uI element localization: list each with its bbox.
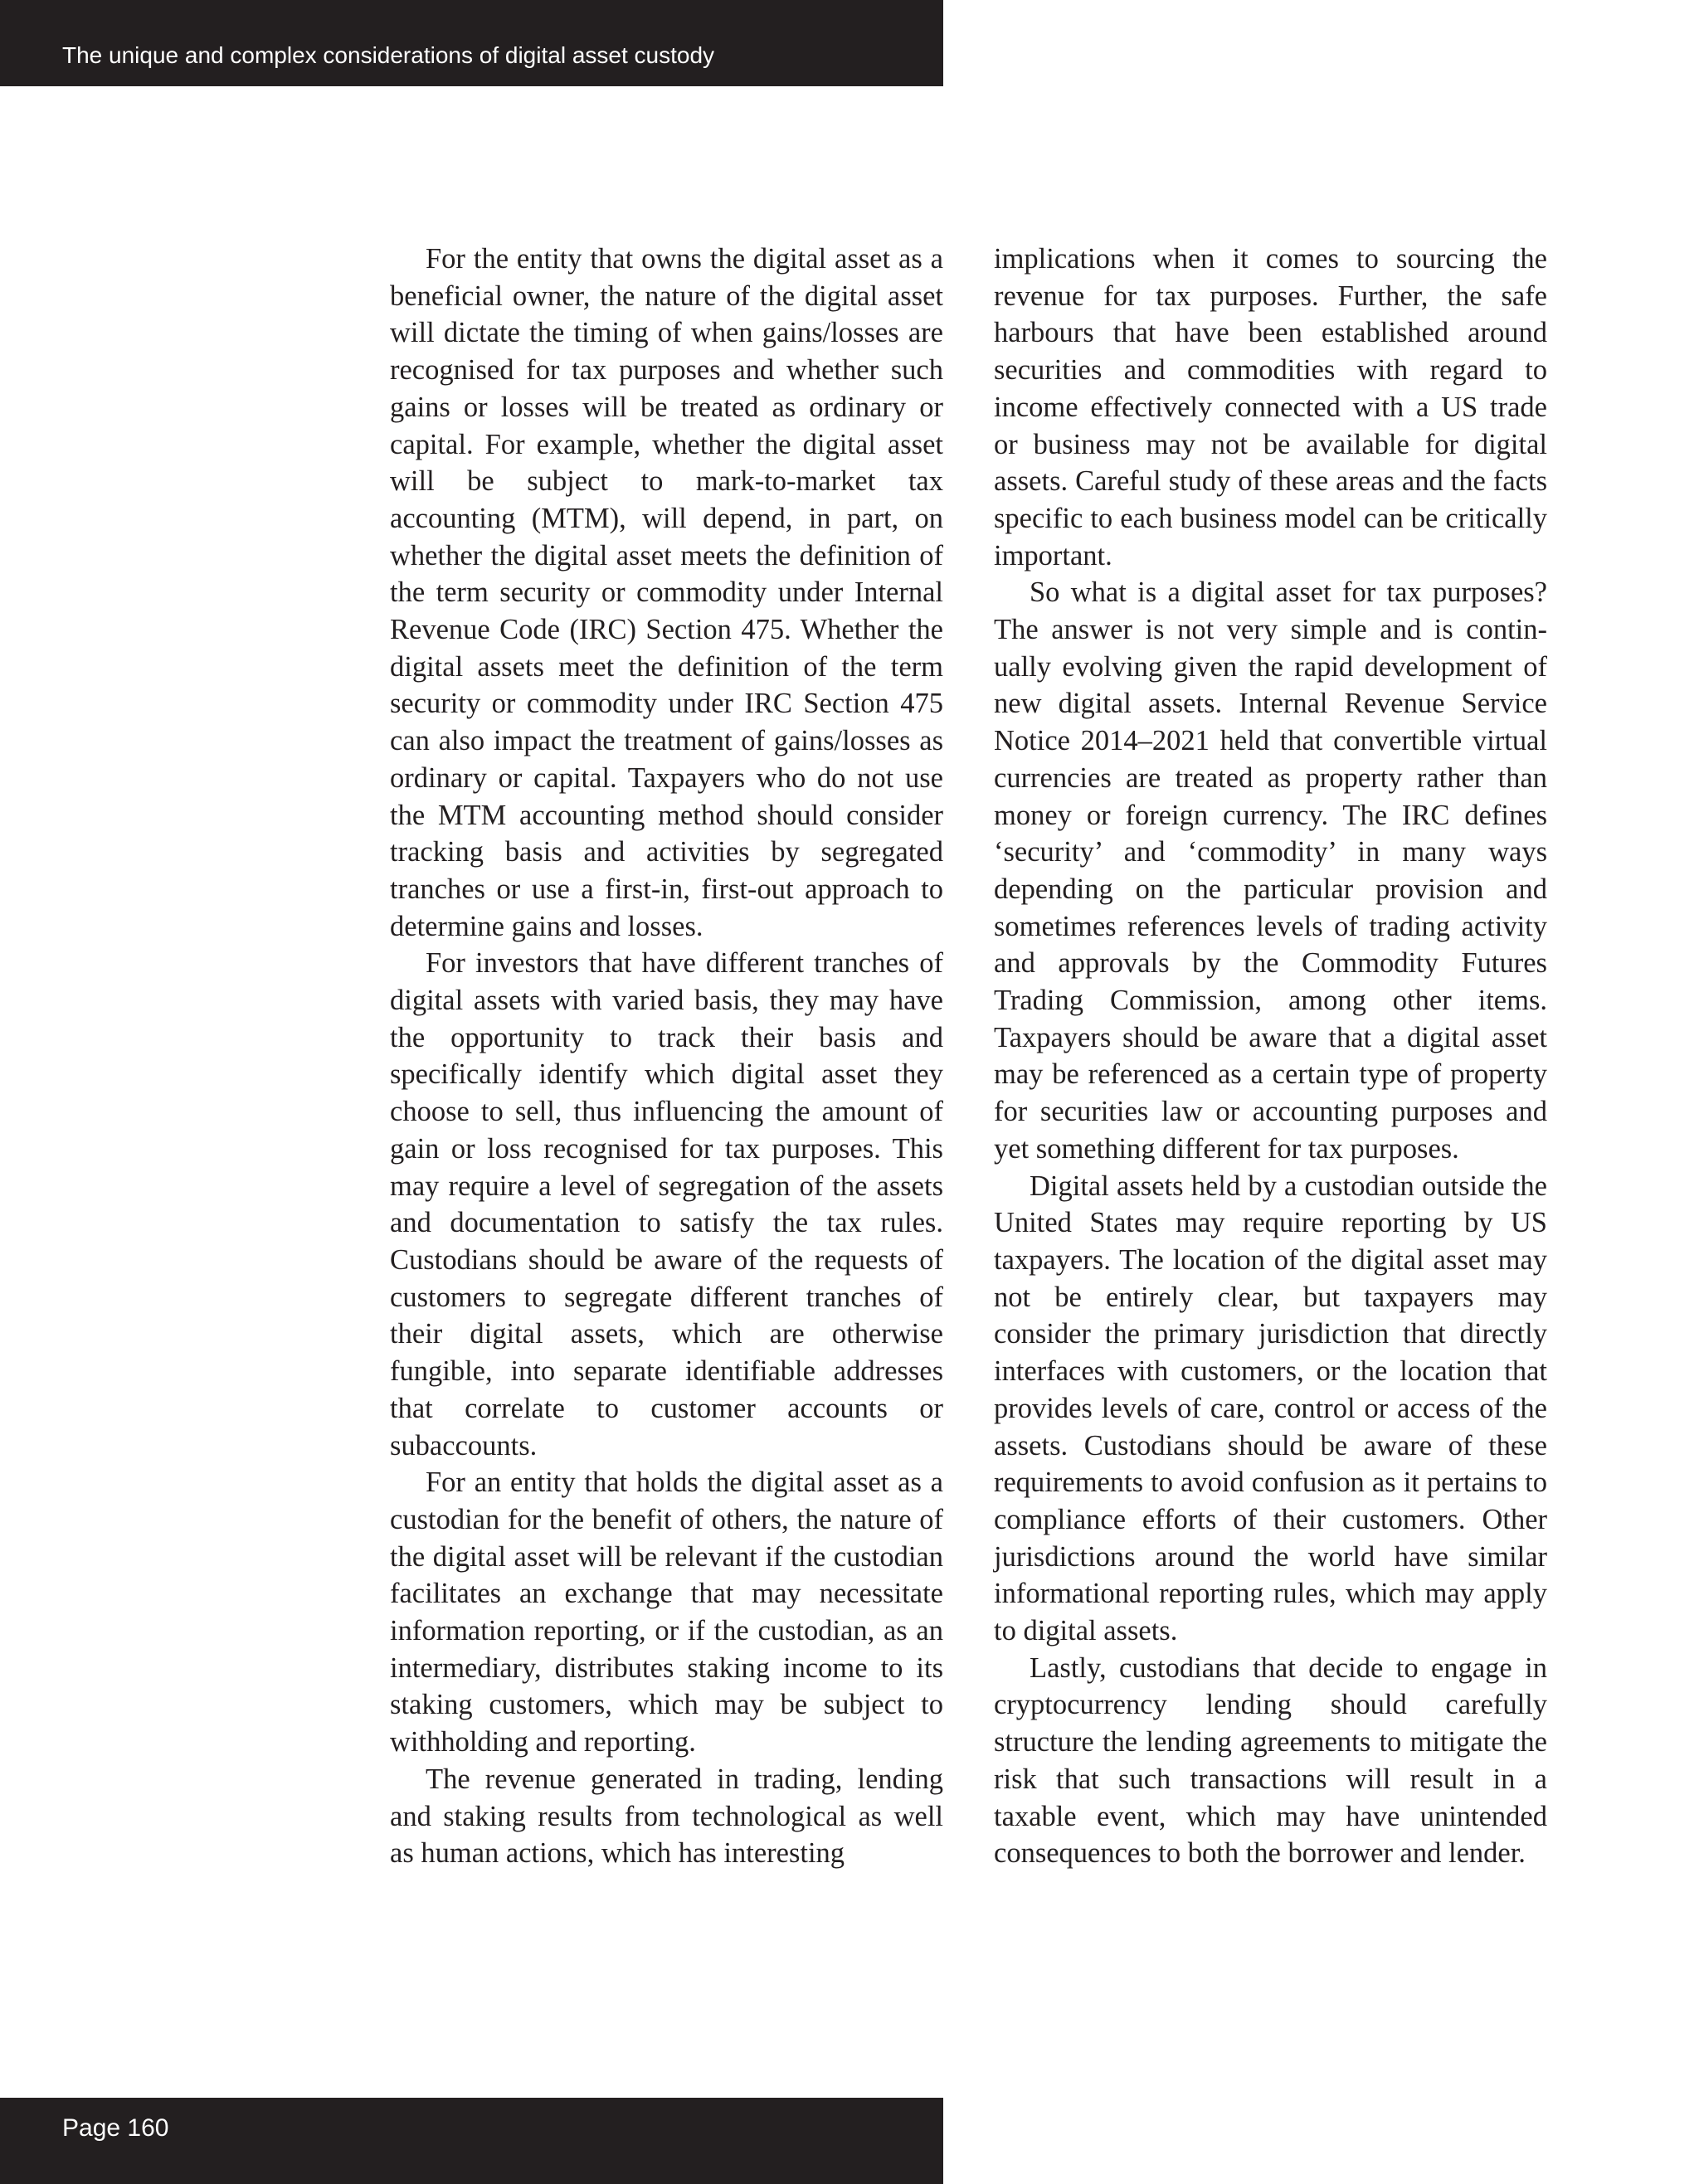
paragraph: For investors that have different tranches of digital assets with varied basis, they may have the opportunity to track their basis and specifically identify which digital asset they choose to sell, thus influencing the amount of gain or loss recognised for tax purposes. This may require a level of segregation of the assets and documentation to satisfy the tax rules. Custodians should be aware of the requests of customers to segregate different tranches of their digital assets, which are otherwise fungible, into separate identifiable addresses that correlate to customer accounts or subaccounts. — [390, 947, 943, 1462]
paragraph: Digital assets held by a custodian outside the United States may require reporting by US taxpayers. The location of the digital asset may not be entirely clear, but taxpayers may consider the primary jurisdiction that directly interfaces with customers, or the location that provides levels of care, control or access of the assets. Custodians should be aware of these requirements to avoid confusion as it pertains to compliance efforts of their customers. Other jurisdictions around the world have similar informational reporting rules, which may apply to digital assets. — [994, 1170, 1547, 1647]
paragraph: Lastly, custodians that decide to engage in cryptocurrency lending should carefully structure the lending agreements to mitigate the risk that such transactions will result in a taxable event, which may have unintended consequences to both the borrower and lender. — [994, 1651, 1547, 1870]
page-number: Page 160 — [62, 2114, 169, 2142]
right-text-column — [994, 241, 1547, 1872]
left-text-column — [390, 241, 943, 1872]
paragraph-continuation: implications when it comes to sourcing the revenue for tax purposes. Further, the safe harbours that have been established around securities and commodities with regard to income effectively connected with a US trade or business may not be available for digital assets. Careful study of these areas and the facts specific to each business model can be critically important. — [994, 243, 1547, 572]
paragraph: The revenue generated in trading, lending and staking results from technological as well as human actions, which has interesting — [390, 1763, 943, 1870]
running-header-title: The unique and complex considerations of digital asset custody — [62, 42, 715, 68]
paragraph: For an entity that holds the digital asset as a custodian for the benefit of others, the nature of the digital asset will be relevant if the custodian facilitates an exchange that may necessitate information reporting, or if the custodian, as an intermediary, distributes staking income to its staking customers, which may be subject to withholding and reporting. — [390, 1467, 943, 1758]
paragraph: So what is a digital asset for tax purposes? The answer is not very simple and is continually evolving given the rapid development of new digital assets. Internal Revenue Service Notice 2014–2021 held that convertible virtual currencies are treated as property rather than money or foreign currency. The IRC defines ‘security’ and ‘commodity’ in many ways depending on the particular provision and sometimes references levels of trading activity and approvals by the Commodity Futures Trading Commission, among other items. Taxpayers should be aware that a digital asset may be referenced as a certain type of property for securities law or accounting purposes and yet something different for tax purposes. — [994, 576, 1547, 1165]
paragraph: For the entity that owns the digital asset as a beneficial owner, the nature of the digital asset will dictate the timing of when gains/losses are recognised for tax purposes and whether such gains or losses will be treated as ordinary or capital. For example, whether the digital asset will be subject to mark-to-market tax accounting (MTM), will depend, in part, on whether the digital asset meets the definition of the term security or commodity under Internal Revenue Code (IRC) Section 475. Whether the digital assets meet the definition of the term security or commodity under IRC Section 475 can also impact the treatment of gains/losses as ordinary or capital. Taxpayers who do not use the MTM accounting method should consider tracking basis and activities by segregated tranches or use a first-in, first-out approach to determine gains and losses. — [390, 243, 943, 942]
